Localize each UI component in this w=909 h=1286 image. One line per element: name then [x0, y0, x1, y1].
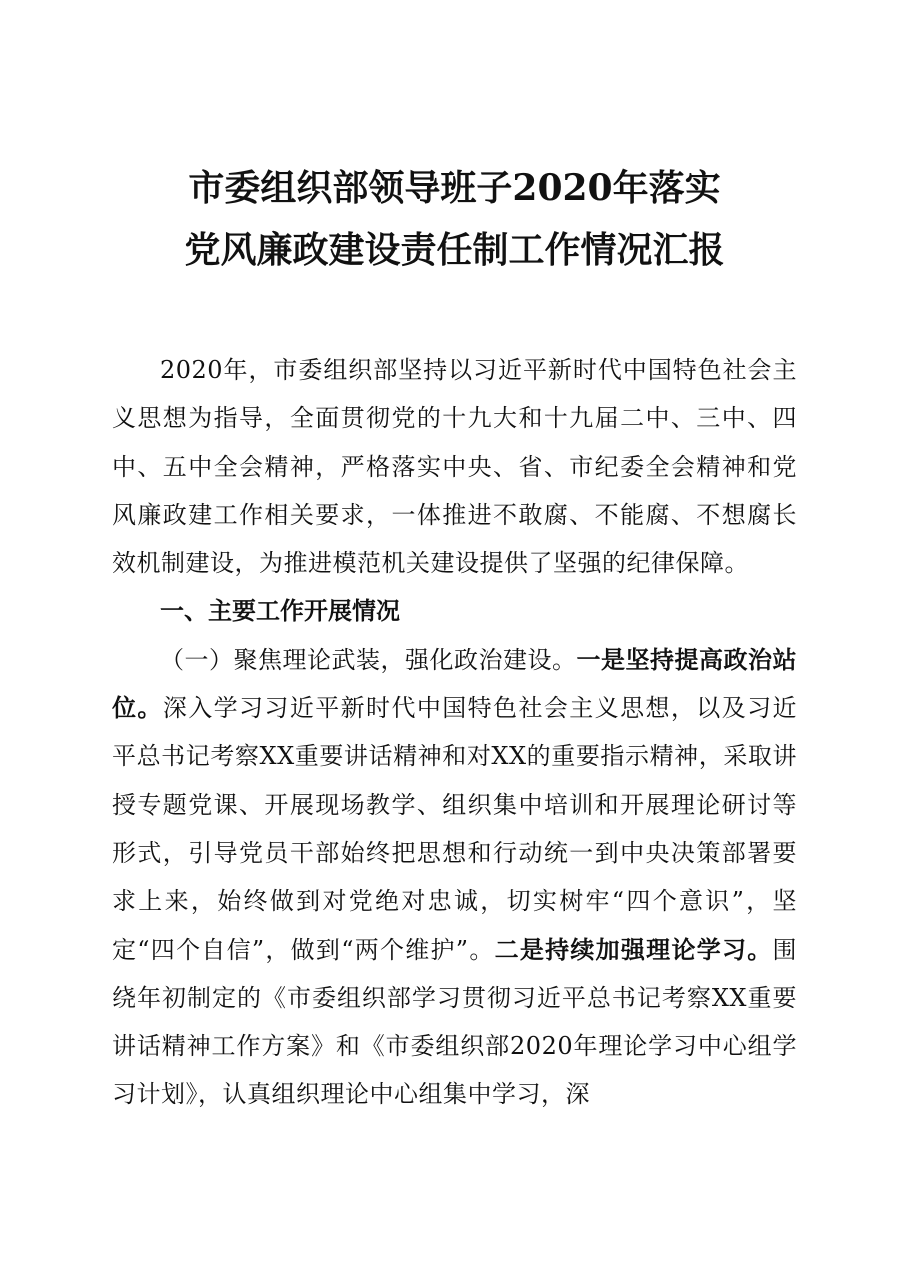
point-1-text: 深入学习习近平新时代中国特色社会主义思想，以及习近平总书记考察XX重要讲话精神和对XX的重要指示精神，采取讲授专题党课、开展现场教学、组织集中培训和开展理论研讨等形式，引导党员干部始终把思想和行动统一到中央决策部署要求上来，始终做到对党绝对忠诚，切实树牢“四个意识”，坚定“四个自信”，做到“两个维护”。	[112, 694, 798, 964]
paragraph-theory-political	[112, 636, 797, 1119]
document-title-line-2: 党风廉政建设责任制工作情况汇报	[184, 229, 725, 271]
point-2-text: 围绕年初制定的《市委组织部学习贯彻习近平总书记考察XX重要讲话精神工作方案》和《市委组织部2020年理论学习中心组学习计划》，认真组织理论中心组集中学习，深	[112, 935, 798, 1109]
point-1-heading: 一是坚持提高政治站位。	[112, 644, 797, 723]
point-2-heading: 二是持续加强理论学习。	[494, 934, 773, 964]
subsection-lead: （一）聚焦理论武装，强化政治建设。	[160, 645, 577, 674]
section-heading-main-work: 一、主要工作开展情况	[160, 597, 400, 626]
document-body	[112, 346, 797, 1119]
document-title-line-1: 市委组织部领导班子2020年落实	[188, 167, 721, 209]
intro-paragraph: 2020年，市委组织部坚持以习近平新时代中国特色社会主义思想为指导，全面贯彻党的十九大和十九届二中、三中、四中、五中全会精神，严格落实中央、省、市纪委全会精神和党风廉政建工作相关要求，一体推进不敢腐、不能腐、不想腐长效机制建设，为推进模范机关建设提供了坚强的纪律保障。	[112, 356, 797, 578]
